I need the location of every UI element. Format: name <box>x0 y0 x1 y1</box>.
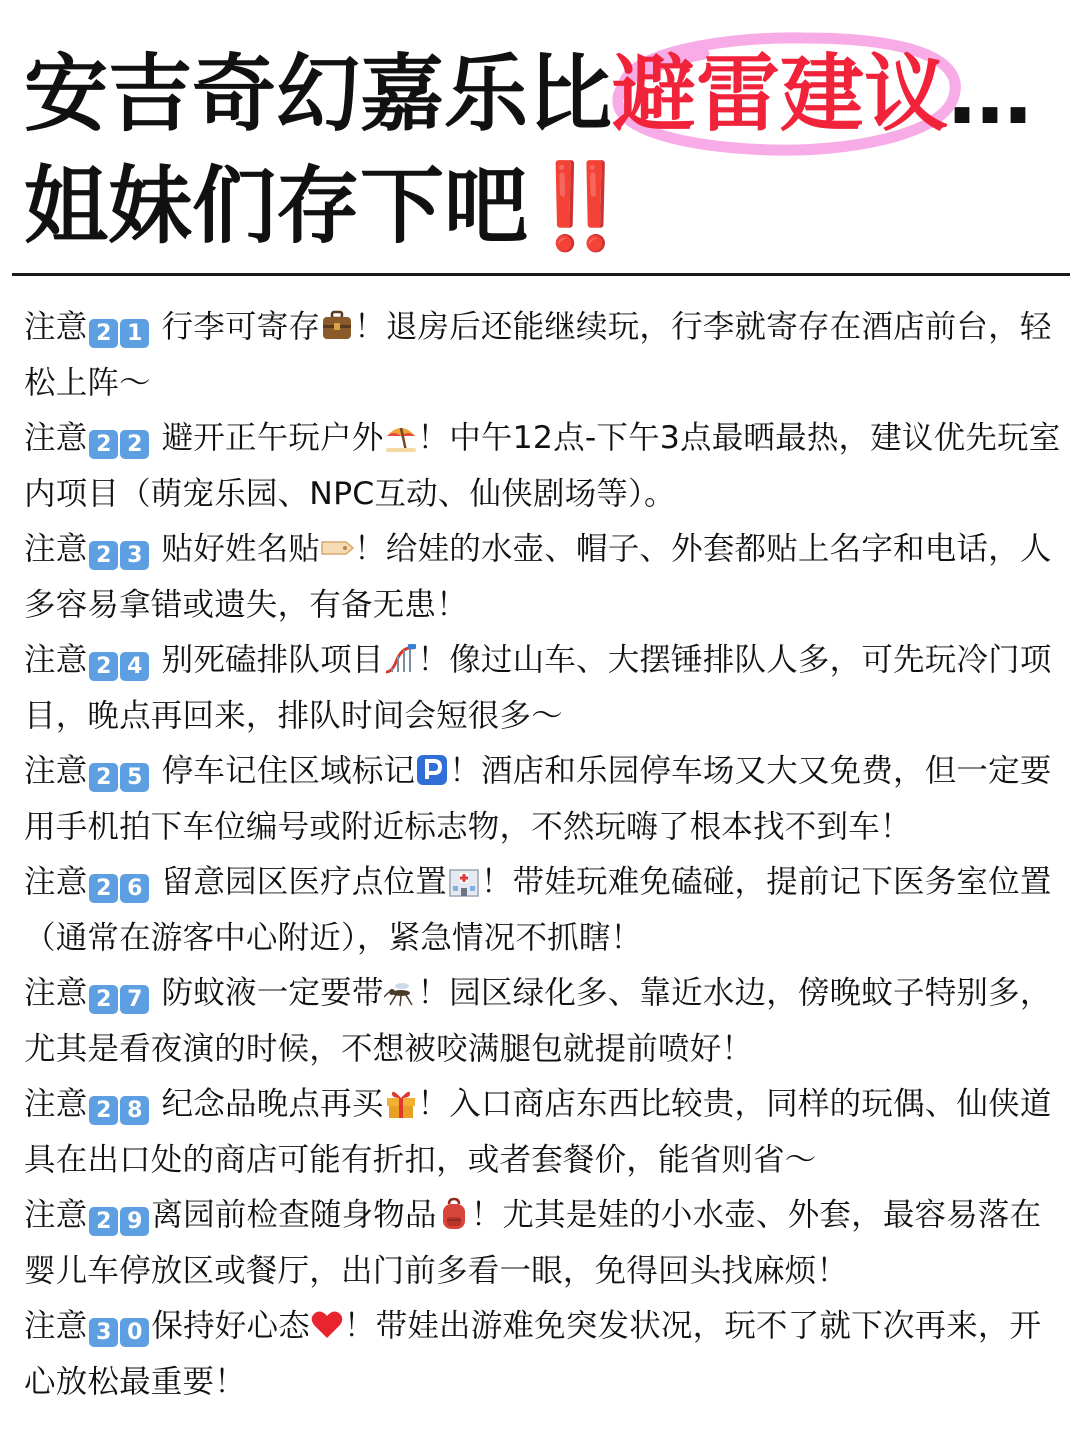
keycap-digit: 5 <box>120 763 149 792</box>
tip-body: ！尤其是娃的小水壶、外套，最容易落在婴儿车停放区或餐厅，出门前多看一眼，免得回头找麻烦！ <box>24 1197 1042 1289</box>
tip-title: 留意园区医疗点位置 <box>151 864 447 900</box>
tip-label: 注意 <box>24 1197 88 1233</box>
tip-label: 注意 <box>24 1308 88 1344</box>
tip-label: 注意 <box>24 975 88 1011</box>
tip-title: 行李可寄存 <box>151 309 321 345</box>
tip-item <box>24 522 1064 633</box>
tip-body: ！像过山车、大摆锤排队人多，可先玩冷门项目，晚点再回来，排队时间会短很多～ <box>24 642 1052 734</box>
keycap-digit: 9 <box>120 1207 149 1236</box>
keycap-digit: 2 <box>89 319 118 348</box>
tip-body: ！退房后还能继续玩，行李就寄存在酒店前台，轻松上阵～ <box>24 309 1052 401</box>
title-line-1 <box>24 38 1064 150</box>
keycap-digit: 2 <box>120 430 149 459</box>
title-line-2 <box>24 150 1064 262</box>
tip-label: 注意 <box>24 420 88 456</box>
luggage-icon <box>320 309 354 343</box>
tip-body: ！园区绿化多、靠近水边，傍晚蚊子特别多，尤其是看夜演的时候，不想被咬满腿包就提前喷好！ <box>24 975 1052 1067</box>
tip-body: ！中午12点-下午3点最晒最热，建议优先玩室内项目（萌宠乐园、NPC互动、仙侠剧场等）。 <box>24 420 1061 512</box>
keycap-digit: 2 <box>89 1096 118 1125</box>
tip-label: 注意 <box>24 1086 88 1122</box>
beach-umbrella-icon <box>384 420 418 454</box>
tip-label: 注意 <box>24 864 88 900</box>
tip-title: 别死磕排队项目 <box>151 642 384 678</box>
tip-body: ！带娃玩难免磕碰，提前记下医务室位置（通常在游客中心附近），紧急情况不抓瞎！ <box>24 864 1052 956</box>
keycap-digit: 2 <box>89 652 118 681</box>
keycap-digit: 2 <box>89 985 118 1014</box>
label-tag-icon <box>320 531 354 565</box>
keycap-digit: 4 <box>120 652 149 681</box>
tip-label: 注意 <box>24 753 88 789</box>
tip-title: 贴好姓名贴 <box>151 531 321 567</box>
keycap-digit: 3 <box>89 1318 118 1347</box>
tip-title: 保持好心态 <box>151 1308 310 1344</box>
keycap-digit: 2 <box>89 763 118 792</box>
tip-item <box>24 411 1064 522</box>
backpack-icon <box>437 1197 471 1231</box>
mosquito-icon <box>384 975 418 1009</box>
hospital-icon <box>447 864 481 898</box>
keycap-digit: 6 <box>120 874 149 903</box>
keycap-digit: 8 <box>120 1096 149 1125</box>
tip-label: 注意 <box>24 642 88 678</box>
tip-title: 停车记住区域标记 <box>151 753 416 789</box>
title-line-2-text: 姐妹们存下吧 <box>24 157 529 255</box>
title-ellipsis: … <box>948 45 1033 143</box>
keycap-digit: 3 <box>120 541 149 570</box>
keycap-digit: 2 <box>89 874 118 903</box>
tip-body: ！入口商店东西比较贵，同样的玩偶、仙侠道具在出口处的商店可能有折扣，或者套餐价，能省则省～ <box>24 1086 1052 1178</box>
tip-title: 避开正午玩户外 <box>151 420 384 456</box>
keycap-digit: 7 <box>120 985 149 1014</box>
red-heart-icon <box>310 1308 344 1342</box>
keycap-digit: 0 <box>120 1318 149 1347</box>
roller-coaster-icon <box>384 642 418 676</box>
tip-label: 注意 <box>24 531 88 567</box>
double-exclamation-icon: ‼️ <box>528 157 633 255</box>
tip-body: ！给娃的水壶、帽子、外套都贴上名字和电话，人多容易拿错或遗失，有备无患！ <box>24 531 1052 623</box>
tip-item <box>24 744 1064 855</box>
tip-label: 注意 <box>24 309 88 345</box>
tip-item <box>24 1299 1064 1410</box>
title-prefix: 安吉奇幻嘉乐比 <box>24 45 613 143</box>
title-highlight <box>612 38 948 150</box>
gift-icon <box>384 1086 418 1120</box>
tip-item <box>24 1077 1064 1188</box>
tip-body: ！带娃出游难免突发状况，玩不了就下次再来，开心放松最重要！ <box>24 1308 1042 1400</box>
tip-item <box>24 1188 1064 1299</box>
keycap-digit: 2 <box>89 1207 118 1236</box>
tip-title: 离园前检查随身物品 <box>151 1197 437 1233</box>
tip-item <box>24 966 1064 1077</box>
title-block <box>24 38 1064 262</box>
tip-title: 纪念品晚点再买 <box>151 1086 384 1122</box>
tip-body: ！酒店和乐园停车场又大又免费，但一定要用手机拍下车位编号或附近标志物，不然玩嗨了根本找不到车！ <box>24 753 1052 845</box>
tip-item <box>24 633 1064 744</box>
keycap-digit: 2 <box>89 541 118 570</box>
keycap-digit: 1 <box>120 319 149 348</box>
keycap-digit: 2 <box>89 430 118 459</box>
title-highlight-text: 避雷建议 <box>612 45 949 143</box>
tip-item <box>24 300 1064 411</box>
tips-list <box>24 300 1064 1410</box>
title-divider <box>12 273 1070 276</box>
tip-item <box>24 855 1064 966</box>
tip-title: 防蚊液一定要带 <box>151 975 384 1011</box>
parking-icon <box>415 753 449 787</box>
